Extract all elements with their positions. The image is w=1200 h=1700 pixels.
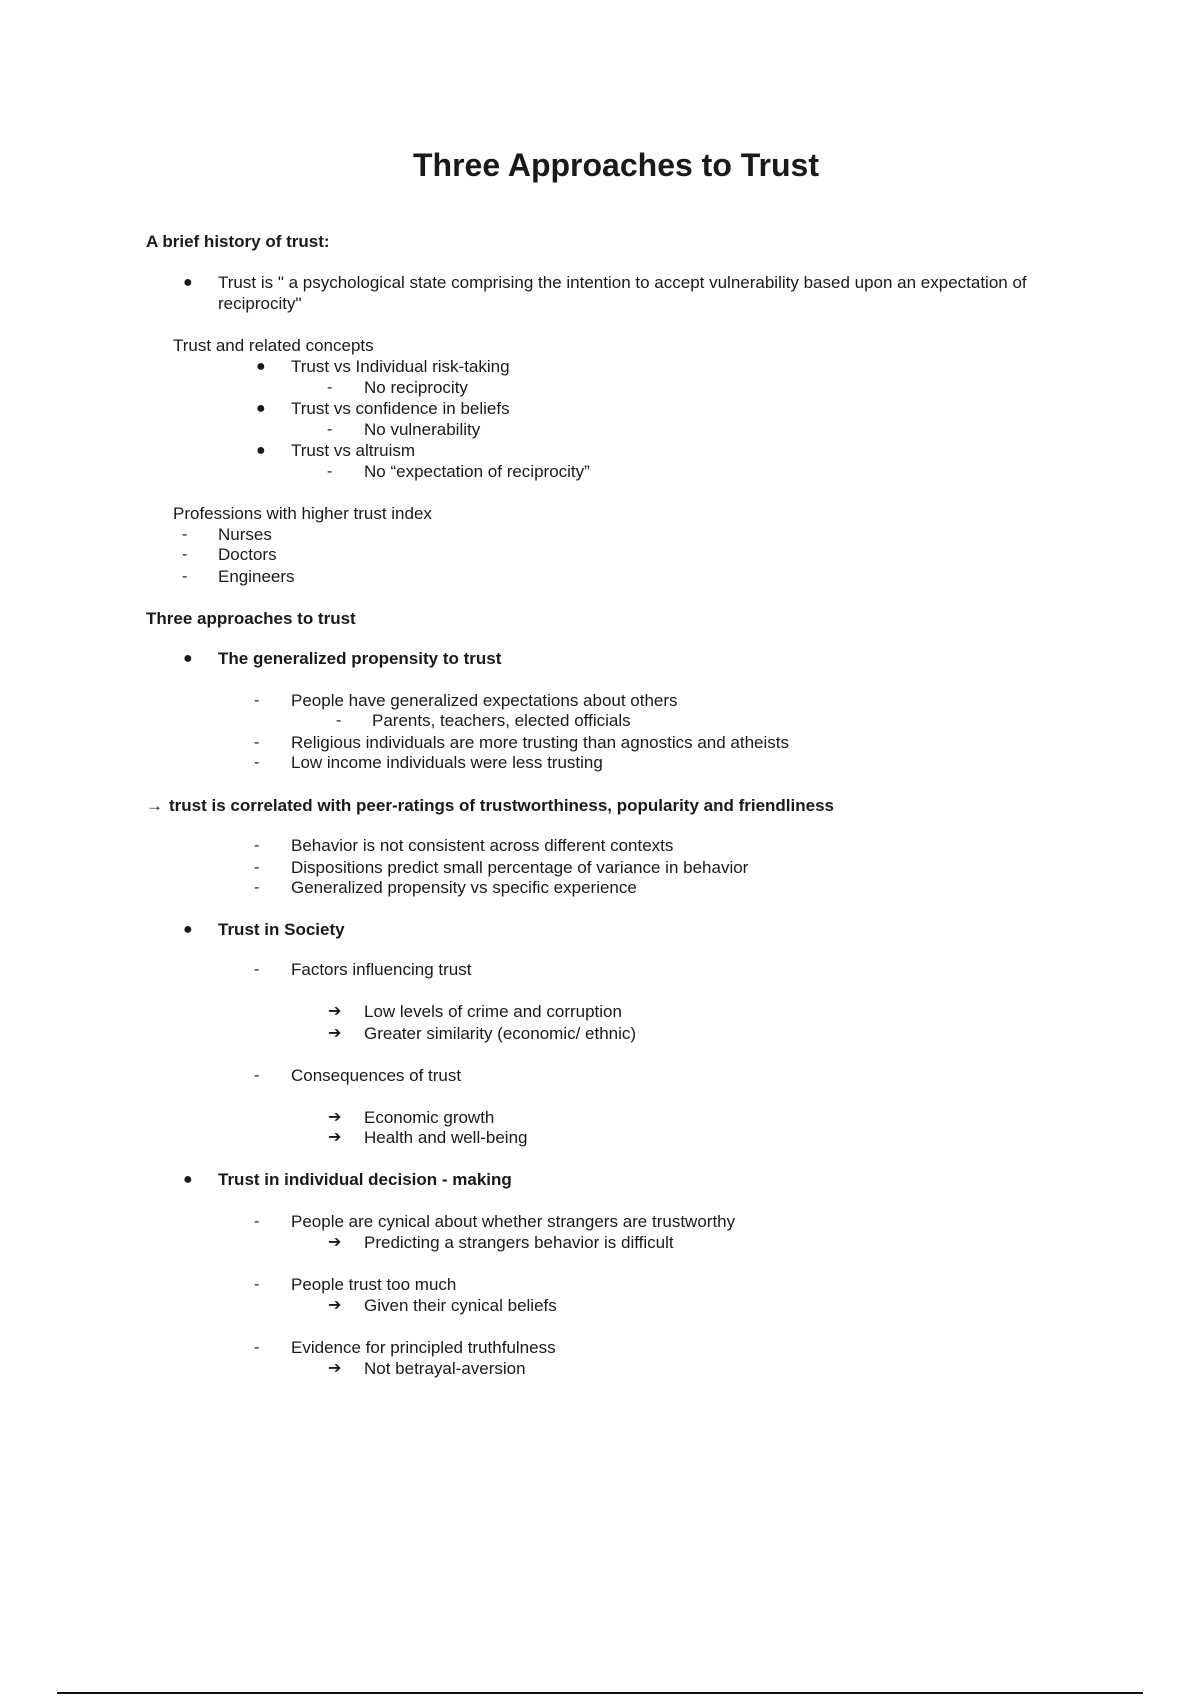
society-factor-item: Greater similarity (economic/ ethnic): [364, 1024, 637, 1043]
dash-icon: -: [254, 692, 260, 709]
individual-subpoint: Not betrayal-aversion: [364, 1359, 526, 1378]
approach-society-title: Trust in Society: [218, 920, 345, 939]
society-consequences-label: Consequences of trust: [291, 1066, 462, 1085]
dash-icon: -: [254, 1213, 260, 1230]
dash-icon: -: [254, 734, 260, 751]
dash-icon: -: [182, 568, 188, 585]
bullet-icon: ●: [183, 650, 193, 667]
profession-item: Engineers: [218, 567, 295, 586]
dash-icon: -: [182, 546, 188, 563]
related-concept-item: Trust vs Individual risk-taking: [291, 357, 510, 376]
generalized-subitem: Parents, teachers, elected officials: [372, 711, 631, 730]
arrow-icon: ➔: [328, 1297, 342, 1314]
dash-icon: -: [254, 754, 260, 771]
dash-icon: -: [327, 463, 333, 480]
arrow-icon: ➔: [328, 1360, 342, 1377]
related-concept-note: No reciprocity: [364, 378, 468, 397]
professions-heading: Professions with higher trust index: [173, 504, 432, 523]
dash-icon: -: [254, 1067, 260, 1084]
generalized-item: People have generalized expectations about others: [291, 691, 678, 710]
related-concept-note: No “expectation of reciprocity”: [364, 462, 590, 481]
page-bottom-rule: [57, 1692, 1143, 1694]
bullet-icon: ●: [183, 1171, 193, 1188]
generalized-item: Religious individuals are more trusting than agnostics and atheists: [291, 733, 789, 752]
bullet-icon: ●: [256, 358, 266, 375]
individual-subpoint: Given their cynical beliefs: [364, 1296, 557, 1315]
individual-point: People trust too much: [291, 1275, 457, 1294]
society-consequence-item: Health and well-being: [364, 1128, 528, 1147]
page-title: Three Approaches to Trust: [413, 147, 819, 183]
arrow-icon: ➔: [328, 1025, 342, 1042]
dash-icon: -: [254, 1276, 260, 1293]
profession-item: Doctors: [218, 545, 277, 564]
arrow-icon: ➔: [328, 1003, 342, 1020]
individual-point: Evidence for principled truthfulness: [291, 1338, 556, 1357]
related-concept-item: Trust vs confidence in beliefs: [291, 399, 510, 418]
approach-individual-title: Trust in individual decision - making: [218, 1170, 512, 1189]
generalized-item: Low income individuals were less trusting: [291, 753, 603, 772]
society-factor-item: Low levels of crime and corruption: [364, 1002, 622, 1021]
dash-icon: -: [254, 961, 260, 978]
section-heading-history: A brief history of trust:: [146, 232, 330, 251]
related-concept-note: No vulnerability: [364, 420, 481, 439]
dash-icon: -: [327, 379, 333, 396]
individual-subpoint: Predicting a strangers behavior is difficult: [364, 1233, 674, 1252]
caveat-item: Generalized propensity vs specific experience: [291, 878, 637, 897]
bullet-icon: ●: [183, 274, 193, 291]
arrow-icon: ➔: [328, 1109, 342, 1126]
profession-item: Nurses: [218, 525, 272, 544]
correlation-note: trust is correlated with peer-ratings of trustworthiness, popularity and friendliness: [169, 796, 835, 815]
approach-generalized-title: The generalized propensity to trust: [218, 649, 502, 668]
caveat-item: Behavior is not consistent across different contexts: [291, 836, 674, 855]
dash-icon: -: [336, 712, 342, 729]
trust-definition-line-2: reciprocity": [218, 294, 302, 313]
arrow-icon: ➔: [328, 1234, 342, 1251]
individual-point: People are cynical about whether strangers are trustworthy: [291, 1212, 736, 1231]
dash-icon: -: [182, 526, 188, 543]
trust-definition-line-1: Trust is " a psychological state comprising the intention to accept vulnerability based upon an expectation of: [218, 273, 1027, 292]
dash-icon: -: [254, 837, 260, 854]
dash-icon: -: [254, 859, 260, 876]
society-consequence-item: Economic growth: [364, 1108, 495, 1127]
section-heading-approaches: Three approaches to trust: [146, 609, 356, 628]
bullet-icon: ●: [256, 442, 266, 459]
related-concept-item: Trust vs altruism: [291, 441, 416, 460]
arrow-icon: ➔: [328, 1129, 342, 1146]
dash-icon: -: [327, 421, 333, 438]
related-concepts-heading: Trust and related concepts: [173, 336, 374, 355]
caveat-item: Dispositions predict small percentage of variance in behavior: [291, 858, 749, 877]
bullet-icon: ●: [183, 921, 193, 938]
bullet-icon: ●: [256, 400, 266, 417]
society-factors-label: Factors influencing trust: [291, 960, 472, 979]
correlation-arrow-icon: →: [146, 796, 163, 815]
dash-icon: -: [254, 879, 260, 896]
dash-icon: -: [254, 1339, 260, 1356]
